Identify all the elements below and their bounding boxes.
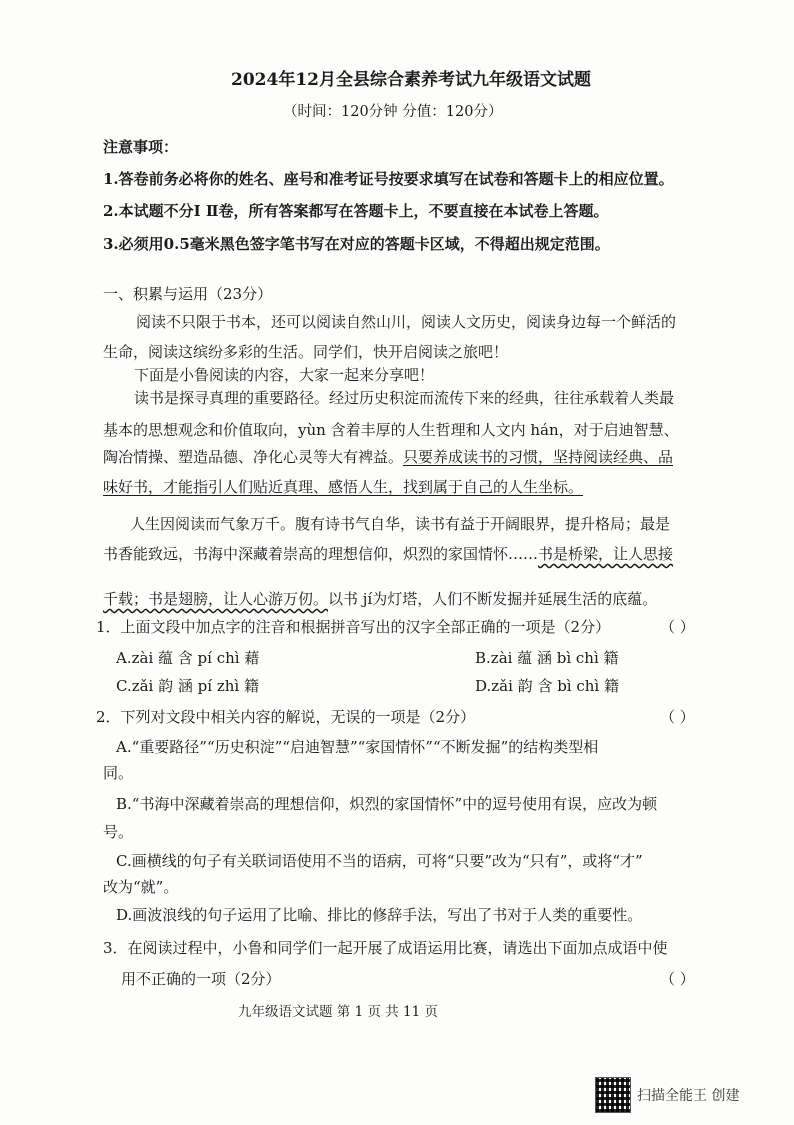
passage-line: 人生因阅读而气象万千。腹有诗书气自华，读书有益于开阔眼界，提升格局；最是 — [130, 515, 671, 533]
option-c-cont: 改为“就”。 — [103, 878, 179, 896]
page-footer: 九年级语文试题 第 1 页 共 11 页 — [238, 1004, 439, 1020]
section-heading: 一、积累与运用（23分） — [103, 285, 273, 303]
underlined-sentence: 只要养成读书的习惯，坚持阅读经典、品 — [403, 448, 674, 466]
passage-line: 阅读不只限于书本，还可以阅读自然山川，阅读人文历史，阅读身边每一个鲜活的 — [136, 313, 677, 331]
option-b-cont: 号。 — [103, 823, 134, 841]
qr-code-icon — [595, 1077, 631, 1113]
option-d: D.zǎi 韵 含 bì chì 籍 — [475, 677, 620, 695]
passage-line — [103, 589, 657, 609]
answer-paren: （ ） — [660, 970, 695, 988]
option-a: A.“重要路径”“历史积淀”“启迪智慧”“家国情怀”“不断发掘”的结构类型相 — [116, 738, 599, 756]
passage-text: 以书 jí为灯塔，人们不断发掘并延展生活的底蕴。 — [328, 590, 658, 608]
passage-text: 陶冶情操、塑造品德、净化心灵等大有裨益。 — [103, 448, 404, 466]
option-b: B.“书海中深藏着崇高的理想信仰，炽烈的家国情怀”中的逗号使用有误，应改为顿 — [116, 795, 658, 813]
question-stem: 2．下列对文段中相关内容的解说，无误的一项是（2分） — [96, 708, 476, 726]
wavy-sentence: 书是桥梁，让人思接 — [538, 545, 674, 563]
answer-paren: （ ） — [660, 708, 695, 726]
option-a: A.zài 蕴 含 pí chì 藉 — [116, 649, 260, 667]
notice-item: 2.本试题不分Ⅰ Ⅱ卷，所有答案都写在答题卡上，不要直接在本试卷上答题。 — [103, 202, 609, 220]
exam-subtitle: （时间：120分钟 分值：120分） — [283, 104, 503, 120]
passage-line: 下面是小鲁阅读的内容，大家一起来分享吧！ — [134, 366, 435, 384]
watermark-text: 扫描全能王 创建 — [637, 1088, 740, 1104]
wavy-sentence: 千载；书是翅膀，让人心游万仞。 — [103, 590, 329, 608]
option-a-cont: 同。 — [103, 764, 134, 782]
underlined-sentence: 味好书，才能指引人们贴近真理、感悟人生，找到属于自己的人生坐标。 — [103, 478, 584, 496]
option-c: C.zǎi 韵 涵 pí zhì 籍 — [116, 677, 259, 695]
scanner-watermark — [595, 1077, 739, 1113]
option-d: D.画波浪线的句子运用了比喻、排比的修辞手法，写出了书对于人类的重要性。 — [116, 906, 643, 924]
passage-line: 生命，阅读这缤纷多彩的生活。同学们，快开启阅读之旅吧！ — [103, 343, 509, 361]
question-stem: 3．在阅读过程中，小鲁和同学们一起开展了成语运用比赛，请选出下面加点成语中使 — [103, 939, 668, 957]
option-c: C.画横线的句子有关联词语使用不当的语病，可将“只要”改为“只有”，或将“才” — [116, 852, 643, 870]
question-stem: 1．上面文段中加点字的注音和根据拼音写出的汉字全部正确的一项是（2分） — [96, 618, 611, 636]
passage-line: 读书是探寻真理的重要路径。经过历史积淀而流传下来的经典，往往承载着人类最 — [134, 389, 675, 407]
notice-item: 1.答卷前务必将你的姓名、座号和准考证号按要求填写在试卷和答题卡上的相应位置。 — [103, 170, 674, 188]
notice-item: 3.必须用0.5毫米黑色签字笔书写在对应的答题卡区域，不得超出规定范围。 — [103, 235, 610, 253]
exam-title: 2024年12月全县综合素养考试九年级语文试题 — [231, 70, 591, 90]
passage-line: 基本的思想观念和价值取向，yùn 含着丰厚的人生哲理和人文内 hán，对于启迪智慧、 — [103, 421, 679, 439]
question-stem-cont: 用不正确的一项（2分） — [121, 970, 281, 988]
notice-heading: 注意事项： — [103, 138, 179, 156]
option-b: B.zài 蕴 涵 bì chì 籍 — [475, 649, 619, 667]
passage-text: 书香能致远，书海中深藏着崇高的理想信仰，炽烈的家国情怀…… — [103, 545, 539, 563]
passage-line — [103, 544, 673, 564]
passage-line — [103, 447, 673, 467]
answer-paren: （ ） — [660, 618, 695, 636]
